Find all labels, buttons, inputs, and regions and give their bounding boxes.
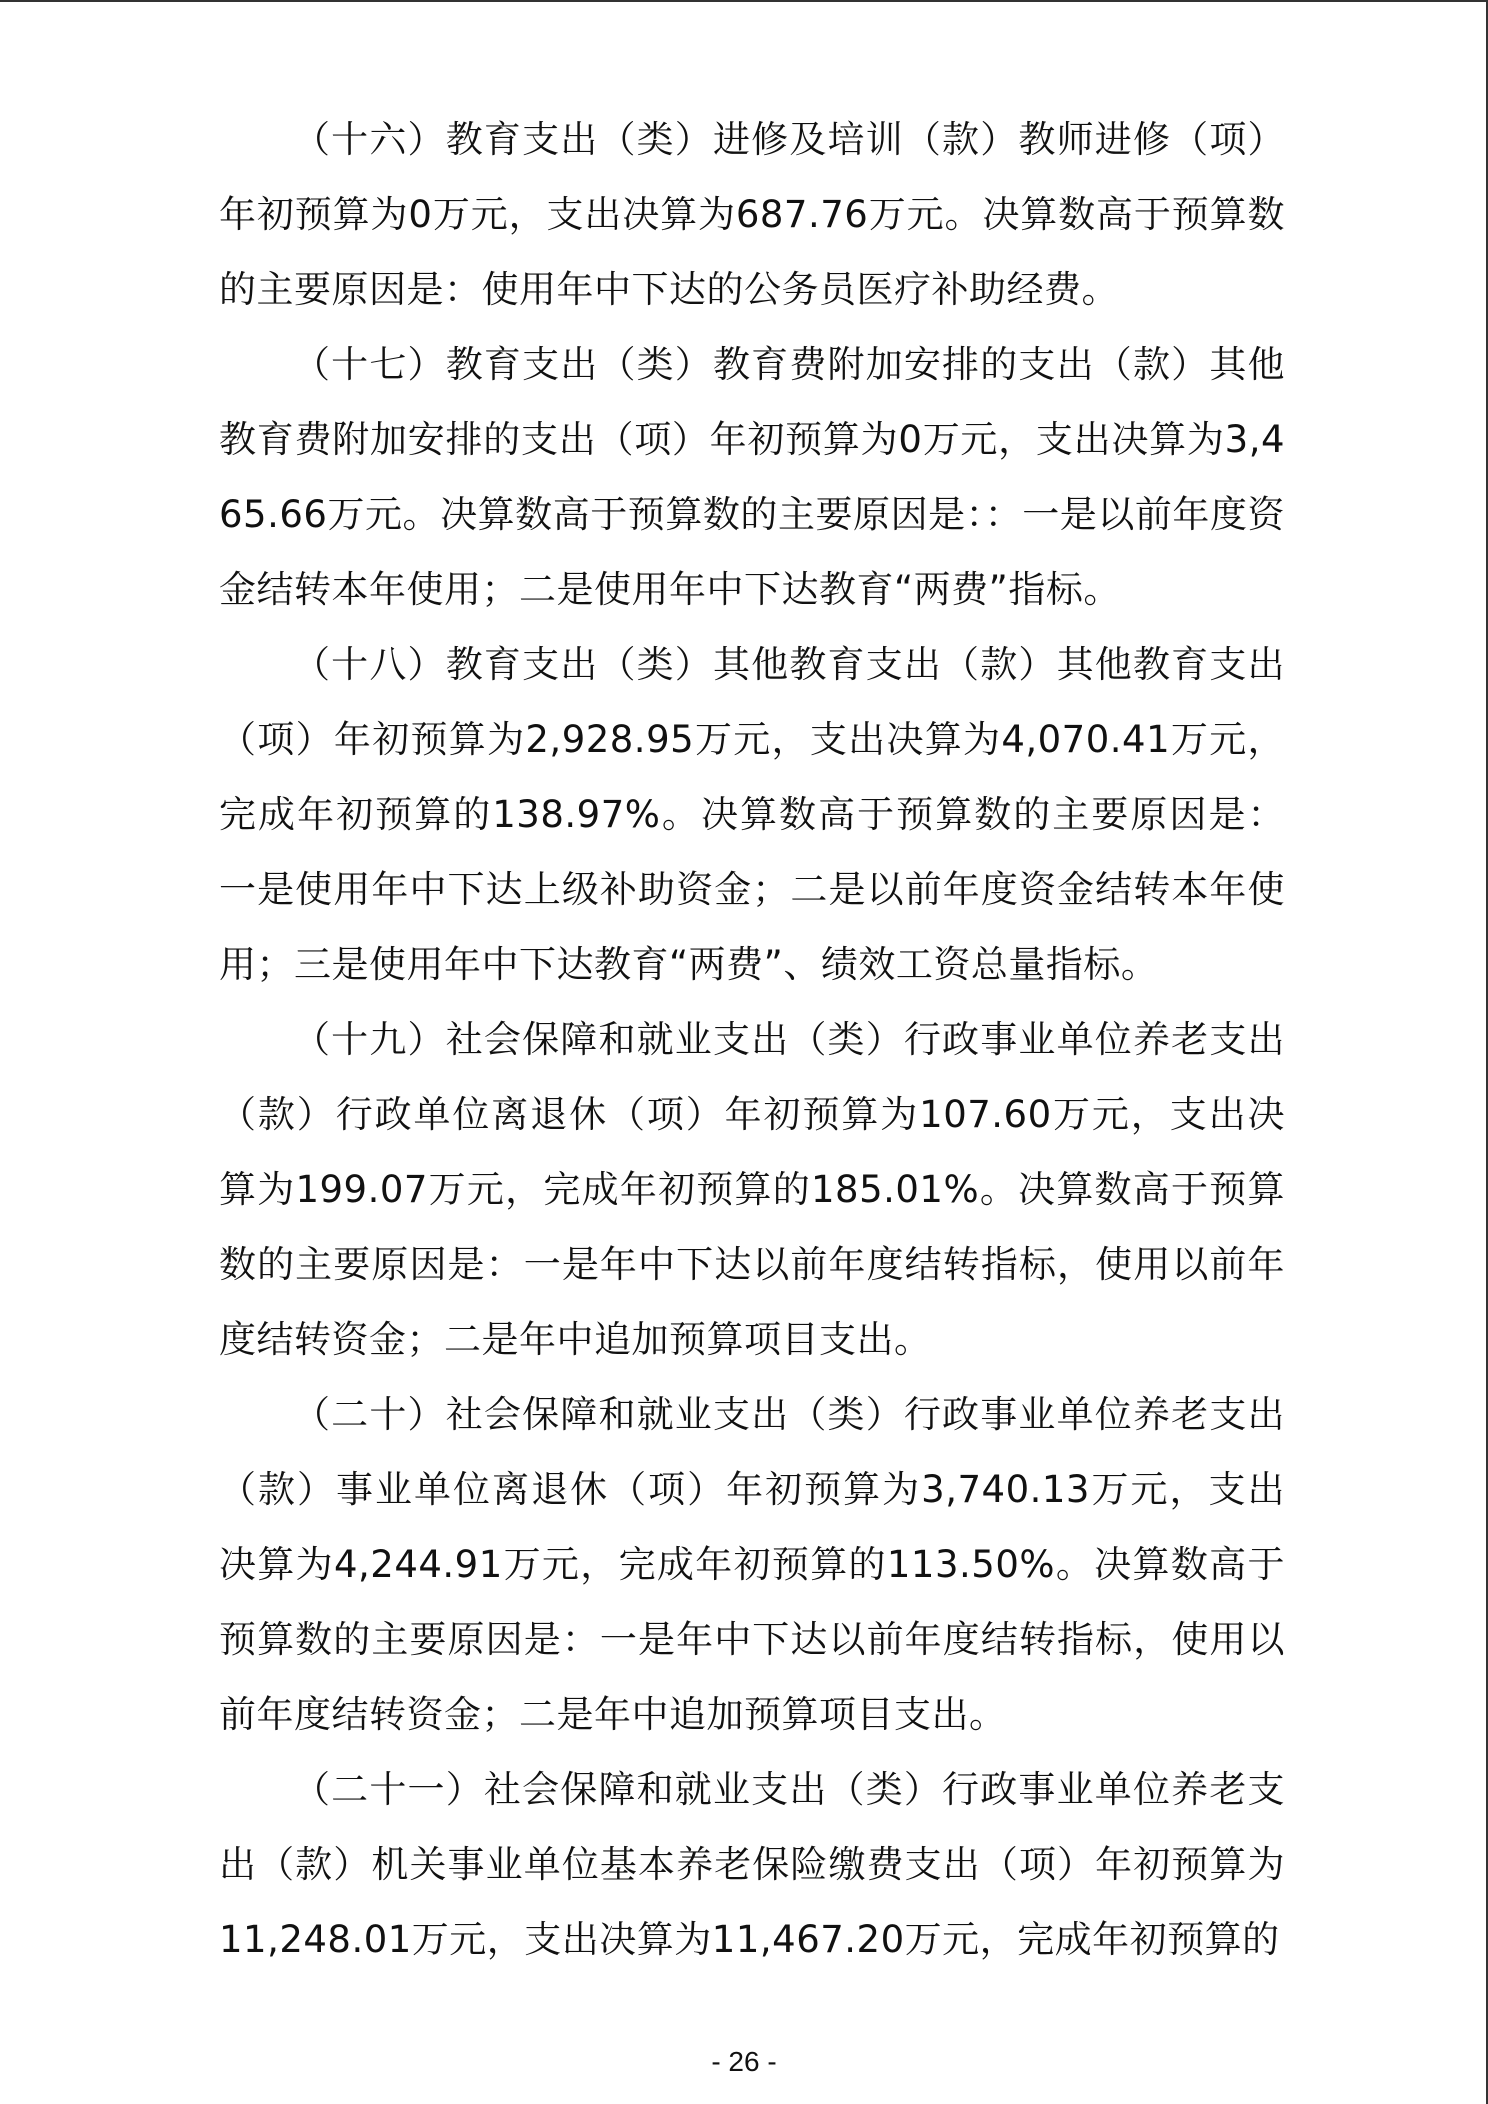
document-body bbox=[219, 102, 1285, 1977]
paragraph-20: （二十）社会保障和就业支出（类）行政事业单位养老支出（款）事业单位离退休（项）年初预算为3,740.13万元，支出决算为4,244.91万元，完成年初预算的113.50%。决算数高于预算数的主要原因是：一是年中下达以前年度结转指标，使用以前年度结转资金；二是年中追加预算项目支出。 bbox=[219, 1393, 1285, 1736]
paragraph-17: （十七）教育支出（类）教育费附加安排的支出（款）其他教育费附加安排的支出（项）年初预算为0万元，支出决算为3,465.66万元。决算数高于预算数的主要原因是：：一是以前年度资金结转本年使用；二是使用年中下达教育“两费”指标。 bbox=[219, 343, 1285, 611]
paragraph-18: （十八）教育支出（类）其他教育支出（款）其他教育支出（项）年初预算为2,928.95万元，支出决算为4,070.41万元，完成年初预算的138.97%。决算数高于预算数的主要原因是：一是使用年中下达上级补助资金；二是以前年度资金结转本年使用；三是使用年中下达教育“两费”、绩效工资总量指标。 bbox=[219, 643, 1285, 986]
paragraph-19: （十九）社会保障和就业支出（类）行政事业单位养老支出（款）行政单位离退休（项）年初预算为107.60万元，支出决算为199.07万元，完成年初预算的185.01%。决算数高于预算数的主要原因是：一是年中下达以前年度结转指标，使用以前年度结转资金；二是年中追加预算项目支出。 bbox=[219, 1018, 1285, 1361]
page-number: - 26 - bbox=[711, 2046, 777, 2077]
paragraph-16: （十六）教育支出（类）进修及培训（款）教师进修（项）年初预算为0万元，支出决算为687.76万元。决算数高于预算数的主要原因是：使用年中下达的公务员医疗补助经费。 bbox=[219, 118, 1285, 311]
paragraph-21: （二十一）社会保障和就业支出（类）行政事业单位养老支出（款）机关事业单位基本养老保险缴费支出（项）年初预算为11,248.01万元，支出决算为11,467.20万元，完成年初预算的 bbox=[219, 1768, 1285, 1961]
